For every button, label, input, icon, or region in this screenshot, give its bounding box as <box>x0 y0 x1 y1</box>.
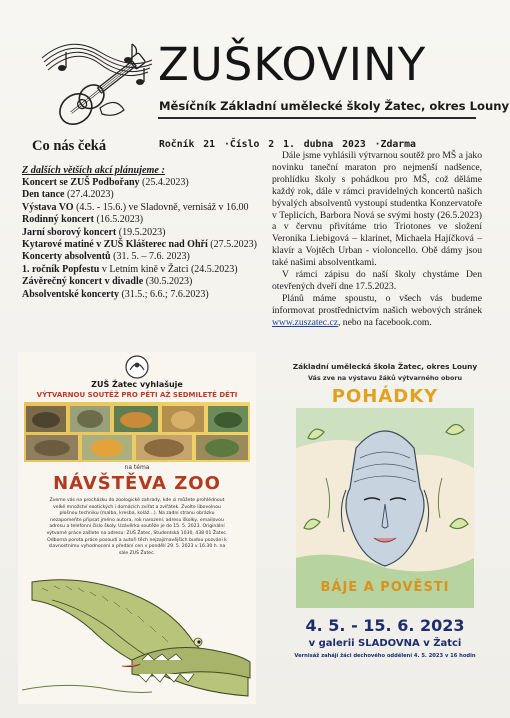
event-item <box>22 214 270 226</box>
event-item <box>22 251 270 263</box>
exhibition-venue: v galerii SLADOVNA v Žatci <box>308 638 462 649</box>
event-detail: (4.5. - 15.6.) ve Sladovně, vernisáž v 16.00 <box>73 201 249 213</box>
event-name: 1. ročník Popfestu <box>22 263 100 275</box>
event-item <box>22 289 270 301</box>
event-detail: (27.5.2023) <box>207 239 257 251</box>
events-section <box>22 138 270 301</box>
guitar-notes-logo <box>40 38 156 130</box>
poster-subheader: VÝTVARNOU SOUTĚŽ PRO PĚTI AŽ SEDMILETÉ DĚTI <box>36 391 238 399</box>
article-text <box>272 150 482 329</box>
vernissage-note: Vernisáž zahájí žáci dechového oddělení 4. 5. 2023 v 16 hodin <box>294 653 476 659</box>
events-intro: Z dalších větších akcí plánujeme : <box>22 165 165 176</box>
event-name: Kytarové matiné v ZUŠ Klášterec nad Ohří <box>22 239 208 251</box>
animal-photos-strip <box>24 402 250 462</box>
section-heading: Co nás čeká <box>32 138 107 154</box>
event-name: Závěrečný koncert v divadle <box>22 276 144 288</box>
zoo-competition-poster <box>18 352 256 704</box>
article-paragraph: V rámci zápisu do naší školy chystáme Den otevřených dveří dne 17.5.2023. <box>272 269 482 292</box>
event-name: Jarní sborový koncert <box>22 226 117 238</box>
event-name: Den tance <box>22 189 65 201</box>
event-name: Výstava VO <box>22 201 74 213</box>
newsletter-subtitle: Měsíčník Základní umělecké školy Žatec, okres Louny <box>159 99 510 113</box>
fairy-tales-exhibition-poster <box>276 352 494 692</box>
school-emblem-icon <box>122 354 152 380</box>
event-detail: (31. 5. – 7.6. 2023) <box>110 251 190 263</box>
event-detail: v Letním kině v Žatci (24.5.2023) <box>99 263 238 275</box>
article-text-span: , nebo na facebook.com. <box>337 316 432 328</box>
event-item <box>22 264 270 276</box>
newsletter-title: ZUŠKOVINY <box>158 38 427 91</box>
artwork-lettering: BÁJE A POVĚSTI <box>320 580 450 595</box>
issue-info: Ročník 21 ·Číslo 2 1. dubna 2023 ·Zdarma <box>159 139 416 150</box>
event-item <box>22 227 270 239</box>
event-name: Absolventské koncerty <box>22 288 119 300</box>
poster-title: POHÁDKY <box>331 386 439 407</box>
buddha-artwork <box>296 408 474 608</box>
poster-school-name: Základní umělecká škola Žatec, okres Louny <box>292 362 478 371</box>
event-item <box>22 189 270 201</box>
event-detail: (30.5.2023) <box>143 276 193 288</box>
poster-title: NÁVŠTĚVA ZOO <box>53 473 221 494</box>
event-detail: (16.5.2023) <box>93 214 144 226</box>
article-paragraph: Dále jsme vyhlásili výtvarnou soutěž pro MŠ a jako novinku taneční maraton pro nejmenší nadšence, prohlídku školy s pohádkou pro MŠ, což děláme každý rok, dále v rámci pravidelných koncertů našich bývalých absolventů vystoupí studentka Konzervatoře v Teplicích, Barbora Nová se svými hosty (26.5.2023) a v červnu přivítáme trio Triotones ve složení Veronika Liebigová – klarinet, Michaela Hajíčková – klavír a Vojtěch Urban - violoncello. Obě dámy jsou také našimi absolventkami. <box>272 150 482 269</box>
poster-body: Zveme vás na procházku do zoologické zahrady, kde si můžete prohlédnout velké množství exotických i domácích zvířat a zvířátek. Zvolte libovolnou plošnou techniku (malba, kresba, koláž…). Na zadní stranu obrázku nezapomeňte připsat jméno autora, rok narození, adresu školky, emailovou adresu a telefonní číslo školy. Uzávěrka soutěže je do 15. 5. 2023. Originální výtvarné práce zašlete na adresu: ZUŠ Žatec, Studentská 1030, 438 01 Žatec. Odborná porota práce posoudí a autoři těch nejzajímavějších budou pozváni k slavnostnímu vyhodnocení a předání cen v pondělí 29. 5. 2023 v 16.30 h. na sále ZUŠ Žatec. <box>46 498 228 556</box>
poster-topic-label: na téma <box>124 464 150 471</box>
event-name: Koncert se ZUŠ Podbořany <box>22 177 140 188</box>
exhibition-dates: 4. 5. - 15. 6. 2023 <box>305 616 465 635</box>
crocodile-drawing <box>22 570 252 702</box>
poster-invitation: Vás zve na výstavu žáků výtvarného oboru <box>307 374 463 382</box>
event-name: Koncerty absolventů <box>22 251 111 263</box>
event-detail: (31.5.; 6.6.; 7.6.2023) <box>118 288 209 300</box>
event-list <box>22 177 270 301</box>
event-detail: (27.4.2023) <box>64 189 114 201</box>
event-item <box>22 202 270 214</box>
poster-header: ZUŠ Žatec vyhlašuje <box>91 380 183 389</box>
article-paragraph <box>272 293 482 329</box>
masthead-divider <box>158 117 476 119</box>
website-link[interactable]: www.zuszatec.cz <box>272 316 338 328</box>
event-item <box>22 239 270 251</box>
event-detail: (25.4.2023) <box>139 177 189 188</box>
article-text-span: Plánů máme spoustu, o všech vás budeme informovat prostřednictvím našich webových stránek <box>272 292 482 316</box>
event-item <box>22 177 270 189</box>
event-name: Rodinný koncert <box>22 214 94 226</box>
event-detail: (19.5.2023) <box>116 226 166 238</box>
event-item <box>22 276 270 288</box>
